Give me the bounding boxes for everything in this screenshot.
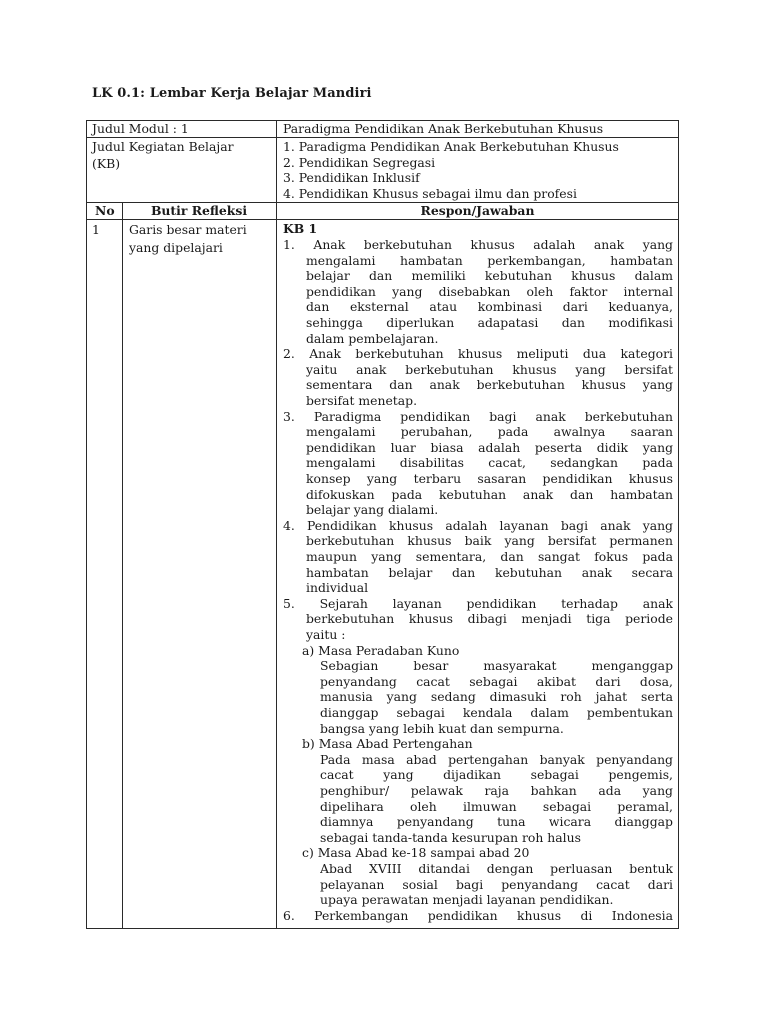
modul-value: Paradigma Pendidikan Anak Berkebutuhan Khusus (283, 121, 604, 136)
point-line: pendidikan yang disebabkan oleh faktor internal (306, 283, 673, 299)
sub-line: penghibur/ pelawak raja bahkan ada yang (320, 783, 673, 798)
point-line: belajar dan memiliki kebutuhan khusus dalam (306, 268, 673, 284)
kb-item: 2. Pendidikan Segregasi (283, 154, 436, 170)
point-line: individual (306, 580, 369, 596)
point-line: mengalami perubahan, pada awalnya saaran (306, 424, 673, 440)
point-line: pendidikan luar biasa adalah peserta didik yang (306, 439, 673, 455)
sub-line: upaya perawatan menjadi layanan pendidikan. (320, 892, 614, 908)
sub-line: Sebagian besar masyarakat menganggap (320, 658, 673, 674)
point-line: 6. Perkembangan pendidikan khusus di Indonesia (283, 908, 673, 923)
row-divider (86, 137, 679, 138)
kb-label: (KB) (92, 156, 121, 171)
sub-heading: c) Masa Abad ke-18 sampai abad 20 (302, 845, 530, 861)
point-line: 4. Pendidikan khusus adalah layanan bagi anak yang (283, 517, 673, 533)
point-line: mengalami disabilitas cacat, sedangkan pada (306, 455, 673, 471)
column-divider (276, 120, 277, 929)
kb-item: 4. Pendidikan Khusus sebagai ilmu dan profesi (283, 185, 577, 201)
sub-line: penyandang cacat sebagai akibat dari dosa, (320, 673, 673, 689)
point-line: 2. Anak berkebutuhan khusus meliputi dua kategori (283, 346, 673, 362)
point-line: 3. Paradigma pendidikan bagi anak berkebutuhan (283, 408, 673, 424)
butir-text: Garis besar materi (129, 222, 247, 237)
point-line: konsep yang terbaru sasaran pendidikan khusus (306, 471, 673, 486)
table-border-right (678, 120, 679, 929)
point-line: berkebutuhan khusus dibagi menjadi tiga periode (306, 611, 673, 627)
point-line: mengalami hambatan perkembangan, hambatan (306, 252, 673, 268)
kb-item: 1. Paradigma Pendidikan Anak Berkebutuhan Khusus (283, 139, 619, 154)
sub-line: dipelihara oleh ilmuwan sebagai peramal, (320, 798, 673, 814)
row-number: 1 (92, 222, 100, 237)
point-line: yaitu : (306, 627, 346, 642)
header-respon: Respon/Jawaban (420, 203, 535, 218)
point-line: maupun yang sementara, dan sangat fokus pada (306, 549, 673, 564)
sub-heading: b) Masa Abad Pertengahan (302, 736, 473, 752)
point-line: 5. Sejarah layanan pendidikan terhadap anak (283, 595, 673, 611)
point-line: difokuskan pada kebutuhan anak dan hambatan (306, 486, 673, 502)
point-line: bersifat menetap. (306, 393, 418, 408)
sub-line: sebagai tanda-tanda kesurupan roh halus (320, 829, 581, 845)
point-line: berkebutuhan khusus baik yang bersifat permanen (306, 533, 673, 549)
sub-line: manusia yang sedang dimasuki roh jahat serta (320, 689, 673, 705)
page-title: LK 0.1: Lembar Kerja Belajar Mandiri (92, 86, 372, 101)
table-border-left (86, 120, 87, 929)
sub-line: Pada masa abad pertengahan banyak penyandang (320, 751, 673, 767)
table-border-bottom (86, 928, 679, 929)
point-line: sehingga diperlukan adapatasi dan modifikasi (306, 315, 673, 330)
header-no: No (95, 203, 115, 218)
sub-line: pelayanan sosial bagi penyandang cacat dari (320, 876, 673, 892)
point-line: 1. Anak berkebutuhan khusus adalah anak yang (283, 237, 673, 252)
row-divider (86, 219, 679, 220)
point-line: sementara dan anak berkebutuhan khusus yang (306, 377, 673, 393)
point-line: yaitu anak berkebutuhan khusus yang bersifat (306, 361, 673, 377)
point-line: dalam pembelajaran. (306, 330, 439, 346)
sub-line: dianggap sebagai kendala dalam pembentukan (320, 705, 673, 720)
kb-item: 3. Pendidikan Inklusif (283, 170, 420, 186)
header-butir: Butir Refleksi (150, 203, 248, 218)
point-line: dan eksternal atau kombinasi dari keduanya, (306, 299, 673, 315)
point-line: belajar yang dialami. (306, 502, 439, 518)
sub-line: diamnya penyandang tuna wicara dianggap (320, 814, 673, 830)
sub-heading: a) Masa Peradaban Kuno (302, 642, 460, 658)
column-divider (122, 202, 123, 929)
sub-line: Abad XVIII ditandai dengan perluasan bentuk (320, 861, 673, 876)
sub-line: cacat yang dijadikan sebagai pengemis, (320, 767, 673, 783)
butir-text: yang dipelajari (129, 240, 223, 255)
kb-label: Judul Kegiatan Belajar (92, 139, 234, 154)
modul-label: Judul Modul : 1 (92, 121, 189, 136)
sub-line: bangsa yang lebih kuat dan sempurna. (320, 720, 564, 736)
kb-heading: KB 1 (283, 221, 318, 236)
point-line: hambatan belajar dan kebutuhan anak secara (306, 564, 673, 580)
